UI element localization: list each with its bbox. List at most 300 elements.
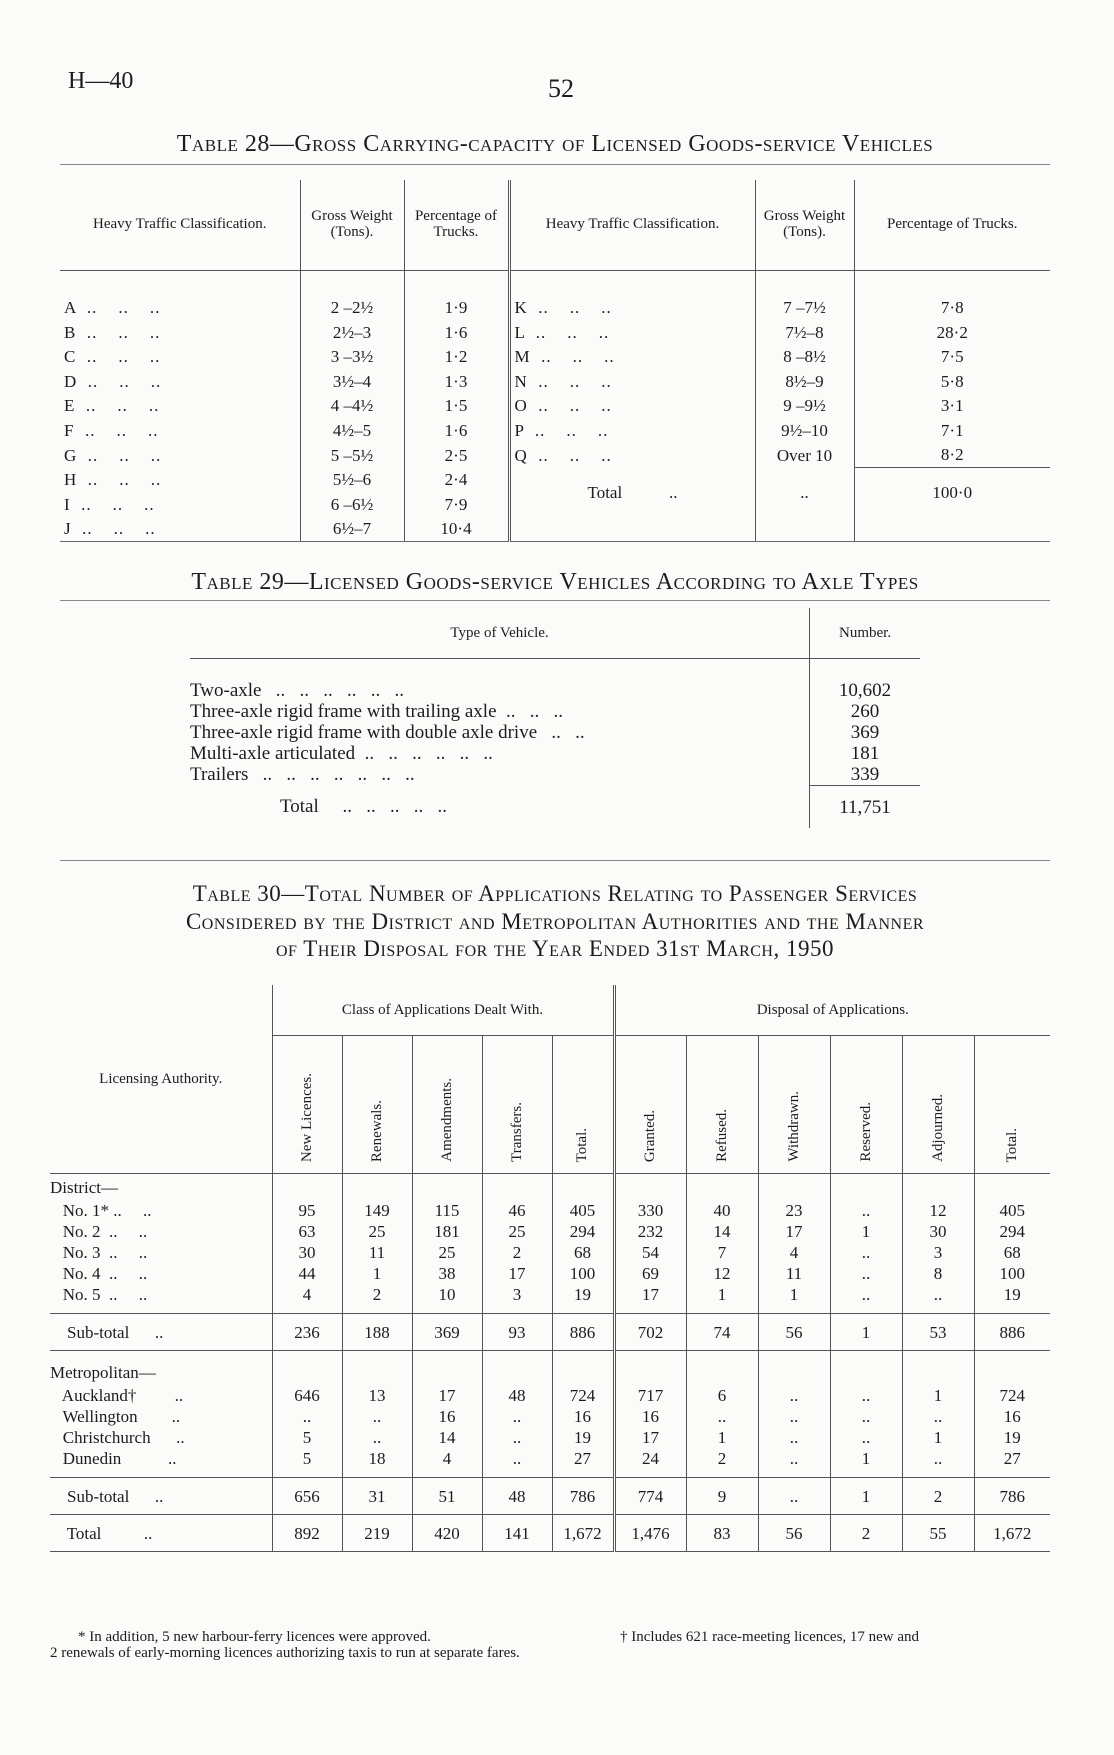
t30-col-withdrawn: Withdrawn. (758, 1036, 830, 1174)
t30-cell: 2 (342, 1284, 412, 1305)
t30-cell: 4 (758, 1242, 830, 1263)
t30-cell: 30 (272, 1242, 342, 1263)
t30-cell: 69 (614, 1263, 686, 1284)
t28-row (60, 320, 1050, 345)
t28-percent-cell: 7·1 (940, 420, 964, 440)
t30-header-class-group: Class of Applications Dealt With. (272, 985, 614, 1036)
t28-percent-cell: 8·2 (854, 443, 1050, 468)
t30-cell: 93 (482, 1314, 552, 1351)
t30-cell (758, 1469, 830, 1478)
t29-total-row (190, 786, 920, 829)
t29-number-cell: 10,602 (810, 680, 920, 701)
t30-table-row (50, 1200, 1050, 1221)
t28-weight-cell: 8½–9 (755, 369, 854, 394)
table-30 (50, 985, 1050, 1552)
t30-cell (552, 1469, 614, 1478)
t30-group-row (50, 1359, 1050, 1385)
t30-cell: .. (758, 1448, 830, 1469)
t28-percent-cell: 1·3 (404, 369, 509, 394)
t28-header-weight-left: Gross Weight (Tons). (300, 180, 404, 271)
t30-cell: 702 (614, 1314, 686, 1351)
t30-cell: 19 (974, 1284, 1050, 1305)
t30-cell (758, 1351, 830, 1360)
t30-cell: 17 (412, 1385, 482, 1406)
t28-class-cell: N .. .. .. (509, 369, 755, 394)
t29-row (190, 743, 920, 764)
t30-cell: 1 (686, 1284, 758, 1305)
t29-type-cell: Two-axle .. .. .. .. .. .. (190, 680, 404, 701)
t29-header-type: Type of Vehicle. (190, 608, 810, 659)
t30-cell (614, 1359, 686, 1385)
t30-cell: 19 (974, 1427, 1050, 1448)
t30-spacer-row (50, 1305, 1050, 1314)
t30-cell: 2 (902, 1478, 974, 1515)
t30-cell (830, 1305, 902, 1314)
t30-cell: 53 (902, 1314, 974, 1351)
t30-cell: 38 (412, 1263, 482, 1284)
t30-cell: 100 (974, 1263, 1050, 1284)
t29-header-number: Number. (810, 608, 920, 659)
t30-cell: 886 (552, 1314, 614, 1351)
t30-cell: .. (902, 1284, 974, 1305)
t30-cell: 95 (272, 1200, 342, 1221)
t28-row (60, 418, 1050, 443)
table-29 (190, 608, 920, 828)
t30-cell: 786 (552, 1478, 614, 1515)
t30-cell (902, 1359, 974, 1385)
t30-cell: 115 (412, 1200, 482, 1221)
table-28-title: Table 28—Gross Carrying-capacity of Licensed Goods-service Vehicles (176, 131, 934, 157)
t30-row-label: No. 3 .. .. (50, 1242, 272, 1263)
t30-table-row (50, 1284, 1050, 1305)
table-29-title: Table 29—Licensed Goods-service Vehicles According to Axle Types (191, 569, 919, 595)
t30-cell: 717 (614, 1385, 686, 1406)
t30-cell: 16 (412, 1406, 482, 1427)
t28-weight-cell: 9 –9½ (755, 394, 854, 419)
t30-cell: 40 (686, 1200, 758, 1221)
t30-cell: .. (830, 1284, 902, 1305)
t30-cell: 74 (686, 1314, 758, 1351)
t30-cell (614, 1305, 686, 1314)
t30-cell (614, 1469, 686, 1478)
table-28-top-rule (60, 164, 1050, 165)
t28-weight-cell: 3 –3½ (300, 345, 404, 370)
t30-cell (902, 1469, 974, 1478)
t30-cell (272, 1174, 342, 1201)
t30-cell: 17 (614, 1284, 686, 1305)
t30-cell: 100 (552, 1263, 614, 1284)
t30-cell (482, 1351, 552, 1360)
t30-col-new-licences: New Licences. (272, 1036, 342, 1174)
t29-row (190, 701, 920, 722)
t29-number-cell: 260 (810, 701, 920, 722)
t30-cell: 25 (412, 1242, 482, 1263)
t30-cell (272, 1469, 342, 1478)
t30-subtotal-row (50, 1314, 1050, 1351)
t30-cell (482, 1305, 552, 1314)
t30-total-row (50, 1515, 1050, 1552)
table-29-bottom-rule (60, 860, 1050, 861)
t30-cell: 19 (552, 1427, 614, 1448)
t30-cell: 3 (902, 1242, 974, 1263)
t29-type-cell: Three-axle rigid frame with trailing axle .. .. .. (190, 701, 564, 722)
t30-cell: 12 (902, 1200, 974, 1221)
t30-cell (342, 1305, 412, 1314)
t30-cell: 219 (342, 1515, 412, 1552)
t30-cell: .. (758, 1406, 830, 1427)
t30-cell: 1,476 (614, 1515, 686, 1552)
t28-percent-cell: 1·6 (404, 320, 509, 345)
t30-col-amendments: Amendments. (412, 1036, 482, 1174)
t30-table-row (50, 1406, 1050, 1427)
t30-cell: 1 (902, 1427, 974, 1448)
t28-weight-cell: 6 –6½ (300, 492, 404, 517)
t30-cell: .. (830, 1242, 902, 1263)
t28-row (60, 296, 1050, 321)
t30-cell: 330 (614, 1200, 686, 1221)
t30-cell: 141 (482, 1515, 552, 1552)
t30-cell (686, 1359, 758, 1385)
footnote-2: † Includes 621 race-meeting licences, 17 new and (620, 1629, 920, 1645)
t30-cell (974, 1469, 1050, 1478)
t30-header-disposal-group: Disposal of Applications. (614, 985, 1050, 1036)
t30-cell (902, 1351, 974, 1360)
t28-class-cell: C .. .. .. (60, 345, 300, 370)
t30-col-refused: Refused. (686, 1036, 758, 1174)
t30-cell: 14 (412, 1427, 482, 1448)
t30-cell: 5 (272, 1448, 342, 1469)
t28-weight-cell: 4½–5 (300, 418, 404, 443)
t28-weight-cell: 9½–10 (755, 418, 854, 443)
t30-cell: 56 (758, 1314, 830, 1351)
t28-percent-cell: 1·6 (404, 418, 509, 443)
t30-cell: 724 (974, 1385, 1050, 1406)
t30-cell: 11 (758, 1263, 830, 1284)
t30-cell: 656 (272, 1478, 342, 1515)
page-code: H—40 (68, 68, 134, 94)
t30-cell: 1 (758, 1284, 830, 1305)
t28-percent-cell: 1·2 (404, 345, 509, 370)
t29-type-cell: Multi-axle articulated .. .. .. .. .. .. (190, 743, 493, 764)
t30-cell: 46 (482, 1200, 552, 1221)
t30-cell: .. (758, 1427, 830, 1448)
t30-cell: 23 (758, 1200, 830, 1221)
t30-table-row (50, 1221, 1050, 1242)
t30-cell: 1 (830, 1448, 902, 1469)
t28-class-cell: O .. .. .. (509, 394, 755, 419)
t30-cell: 724 (552, 1385, 614, 1406)
t30-row-label: Metropolitan— (50, 1359, 272, 1385)
t28-weight-cell: 7 –7½ (755, 296, 854, 321)
t30-row-label (50, 1351, 272, 1360)
t28-header-class-left: Heavy Traffic Classification. (60, 180, 300, 271)
t28-row (60, 394, 1050, 419)
t30-cell: 27 (974, 1448, 1050, 1469)
t30-group-row (50, 1174, 1050, 1201)
t30-cell (552, 1351, 614, 1360)
t30-row-label: Total .. (50, 1515, 272, 1552)
t30-cell: 56 (758, 1515, 830, 1552)
table-30-title (60, 880, 1050, 963)
t30-cell: 24 (614, 1448, 686, 1469)
t29-number-cell: 339 (810, 764, 920, 786)
t30-cell: .. (342, 1427, 412, 1448)
t28-header-percent-right: Percentage of Trucks. (854, 180, 1050, 271)
t30-cell: .. (758, 1385, 830, 1406)
t28-class-cell: B .. .. .. (60, 320, 300, 345)
t30-cell: .. (830, 1406, 902, 1427)
t30-title-line3: of Their Disposal for the Year Ended 31st March, 1950 (276, 936, 834, 962)
t30-cell: 369 (412, 1314, 482, 1351)
t30-col-class-total: Total. (552, 1036, 614, 1174)
t29-type-cell: Three-axle rigid frame with double axle drive .. .. (190, 722, 585, 743)
t28-class-cell: K .. .. .. (509, 296, 755, 321)
t30-cell: 51 (412, 1478, 482, 1515)
t30-cell (686, 1351, 758, 1360)
t30-table-row (50, 1448, 1050, 1469)
t30-cell: .. (830, 1200, 902, 1221)
t29-row (190, 764, 920, 786)
t30-cell: .. (830, 1427, 902, 1448)
t30-cell: 2 (482, 1242, 552, 1263)
t30-cell: 892 (272, 1515, 342, 1552)
t30-cell: 16 (614, 1406, 686, 1427)
t30-cell: 181 (412, 1221, 482, 1242)
t30-cell (552, 1174, 614, 1201)
t30-cell: 55 (902, 1515, 974, 1552)
t30-cell: .. (272, 1406, 342, 1427)
t30-cell: 18 (342, 1448, 412, 1469)
t30-col-adjourned: Adjourned. (902, 1036, 974, 1174)
t28-header-weight-right: Gross Weight (Tons). (755, 180, 854, 271)
t30-cell: 9 (686, 1478, 758, 1515)
t30-cell: 12 (686, 1263, 758, 1284)
t28-weight-cell: 5 –5½ (300, 443, 404, 468)
t30-cell: 1 (902, 1385, 974, 1406)
t30-cell: .. (902, 1448, 974, 1469)
t30-cell: 236 (272, 1314, 342, 1351)
t28-percent-cell: 7·9 (404, 492, 509, 517)
t30-cell (272, 1359, 342, 1385)
t28-total-weight: .. (755, 468, 854, 517)
t30-cell (758, 1305, 830, 1314)
t30-row-label: Sub-total .. (50, 1478, 272, 1515)
t30-col-transfers: Transfers. (482, 1036, 552, 1174)
t30-cell: 13 (342, 1385, 412, 1406)
t28-weight-cell: 3½–4 (300, 369, 404, 394)
t30-row-label: Auckland† .. (50, 1385, 272, 1406)
footnote-1-continued: 2 renewals of early-morning licences authorizing taxis to run at separate fares. (50, 1644, 520, 1661)
t30-cell (272, 1351, 342, 1360)
t30-cell: 2 (830, 1515, 902, 1552)
t28-percent-cell: 5·8 (940, 371, 964, 391)
t29-row (190, 680, 920, 701)
t30-cell: .. (482, 1427, 552, 1448)
t30-cell: 8 (902, 1263, 974, 1284)
t30-cell (342, 1359, 412, 1385)
t30-row-label: District— (50, 1174, 272, 1201)
t30-col-disposal-total: Total. (974, 1036, 1050, 1174)
t30-spacer-row (50, 1469, 1050, 1478)
t30-cell (342, 1469, 412, 1478)
footnotes (50, 1630, 1050, 1662)
t30-cell: 19 (552, 1284, 614, 1305)
t30-row-label: No. 1* .. .. (50, 1200, 272, 1221)
t28-total-text: Total (587, 482, 623, 502)
t30-cell (412, 1351, 482, 1360)
t30-cell: 1 (830, 1314, 902, 1351)
t30-cell (686, 1469, 758, 1478)
t28-row (60, 517, 1050, 542)
t30-cell: 420 (412, 1515, 482, 1552)
t30-row-label: Wellington .. (50, 1406, 272, 1427)
t30-cell: 405 (552, 1200, 614, 1221)
t28-percent-cell: 2·5 (404, 443, 509, 468)
t30-cell: 2 (686, 1448, 758, 1469)
t30-cell: 4 (272, 1284, 342, 1305)
t30-cell: 232 (614, 1221, 686, 1242)
t30-cell (412, 1305, 482, 1314)
t29-number-cell: 369 (810, 722, 920, 743)
t28-percent-cell: 1·5 (404, 394, 509, 419)
t28-class-cell: H .. .. .. (60, 468, 300, 493)
t30-cell: 14 (686, 1221, 758, 1242)
t30-table-row (50, 1242, 1050, 1263)
t30-cell: .. (482, 1406, 552, 1427)
t28-total-label (509, 468, 755, 517)
t30-cell: .. (830, 1385, 902, 1406)
t30-cell: 188 (342, 1314, 412, 1351)
t30-cell: 5 (272, 1427, 342, 1448)
t30-cell: 294 (552, 1221, 614, 1242)
t30-cell: 1 (686, 1427, 758, 1448)
t30-cell: 11 (342, 1242, 412, 1263)
t30-cell (552, 1359, 614, 1385)
t28-weight-cell: 8 –8½ (755, 345, 854, 370)
t28-class-cell: J .. .. .. (60, 517, 300, 542)
t30-col-granted: Granted. (614, 1036, 686, 1174)
t28-row (60, 443, 1050, 468)
table-29-top-rule (60, 600, 1050, 601)
t30-cell: 27 (552, 1448, 614, 1469)
t30-cell: 17 (482, 1263, 552, 1284)
footnote-1: * In addition, 5 new harbour-ferry licences were approved. (78, 1629, 431, 1645)
t30-cell (482, 1469, 552, 1478)
t28-percent-cell: 7·5 (940, 347, 964, 367)
t30-cell (758, 1359, 830, 1385)
t30-cell (974, 1359, 1050, 1385)
t30-cell (272, 1305, 342, 1314)
t28-weight-cell: 4 –4½ (300, 394, 404, 419)
t30-cell: 405 (974, 1200, 1050, 1221)
t30-col-renewals: Renewals. (342, 1036, 412, 1174)
t28-class-cell: P .. .. .. (509, 418, 755, 443)
t28-header-percent-left: Percentage of Trucks. (404, 180, 509, 271)
t30-cell: 1 (830, 1221, 902, 1242)
t30-cell (830, 1359, 902, 1385)
t28-class-cell: F .. .. .. (60, 418, 300, 443)
t30-cell (902, 1174, 974, 1201)
t30-cell: 6 (686, 1385, 758, 1406)
t30-cell: 886 (974, 1314, 1050, 1351)
t30-title-line1: Table 30—Total Number of Applications Relating to Passenger Services (192, 881, 918, 906)
t28-percent-cell: 10·4 (404, 517, 509, 542)
t30-row-label: No. 5 .. .. (50, 1284, 272, 1305)
t30-cell: 4 (412, 1448, 482, 1469)
t28-weight-cell: 2 –2½ (300, 296, 404, 321)
t30-cell: 774 (614, 1478, 686, 1515)
t29-type-cell: Trailers .. .. .. .. .. .. .. (190, 764, 415, 786)
t30-cell: 48 (482, 1385, 552, 1406)
table-28 (60, 180, 1050, 542)
t30-cell (552, 1305, 614, 1314)
t30-cell (974, 1305, 1050, 1314)
t30-table-row (50, 1385, 1050, 1406)
t30-cell (412, 1174, 482, 1201)
t30-cell: 48 (482, 1478, 552, 1515)
t30-cell (614, 1174, 686, 1201)
t30-col-reserved: Reserved. (830, 1036, 902, 1174)
t30-cell: 1,672 (552, 1515, 614, 1552)
t28-weight-cell: Over 10 (755, 443, 854, 468)
t30-spacer-row (50, 1351, 1050, 1360)
t30-cell (686, 1305, 758, 1314)
t30-cell: .. (342, 1406, 412, 1427)
t29-number-cell: 181 (810, 743, 920, 764)
t30-cell: 68 (974, 1242, 1050, 1263)
t28-class-cell: M .. .. .. (509, 345, 755, 370)
t28-class-cell: L .. .. .. (509, 320, 755, 345)
t28-weight-cell: 2½–3 (300, 320, 404, 345)
t28-percent-cell: 2·4 (404, 468, 509, 493)
t28-percent-cell: 28·2 (936, 322, 968, 342)
t28-total-percent: 100·0 (932, 482, 973, 502)
t28-percent-cell: 1·9 (404, 296, 509, 321)
t30-cell (482, 1174, 552, 1201)
t30-cell: 1 (342, 1263, 412, 1284)
t30-cell (412, 1469, 482, 1478)
t30-table-row (50, 1263, 1050, 1284)
t30-cell: 63 (272, 1221, 342, 1242)
t30-cell: 786 (974, 1478, 1050, 1515)
t28-class-cell: D .. .. .. (60, 369, 300, 394)
t28-percent-cell: 3·1 (940, 396, 964, 416)
t30-cell: 3 (482, 1284, 552, 1305)
t28-percent-cell: 7·8 (940, 298, 964, 318)
t30-cell: 17 (758, 1221, 830, 1242)
t30-title-line2: Considered by the District and Metropolitan Authorities and the Manner (185, 908, 925, 934)
t30-row-label: Sub-total .. (50, 1314, 272, 1351)
t30-cell: 1,672 (974, 1515, 1050, 1552)
t30-cell (342, 1351, 412, 1360)
t28-row (60, 468, 1050, 493)
t30-cell: .. (482, 1448, 552, 1469)
t30-cell: 7 (686, 1242, 758, 1263)
t30-cell: .. (686, 1406, 758, 1427)
t30-cell (974, 1351, 1050, 1360)
t30-row-label: Dunedin .. (50, 1448, 272, 1469)
t28-row (60, 345, 1050, 370)
t30-cell: .. (830, 1263, 902, 1284)
t30-cell (830, 1469, 902, 1478)
t30-cell: 31 (342, 1478, 412, 1515)
t28-class-cell: A .. .. .. (60, 296, 300, 321)
t30-cell (342, 1174, 412, 1201)
t30-cell (758, 1174, 830, 1201)
t30-row-label (50, 1469, 272, 1478)
t30-cell: 16 (552, 1406, 614, 1427)
t28-weight-cell: 7½–8 (755, 320, 854, 345)
